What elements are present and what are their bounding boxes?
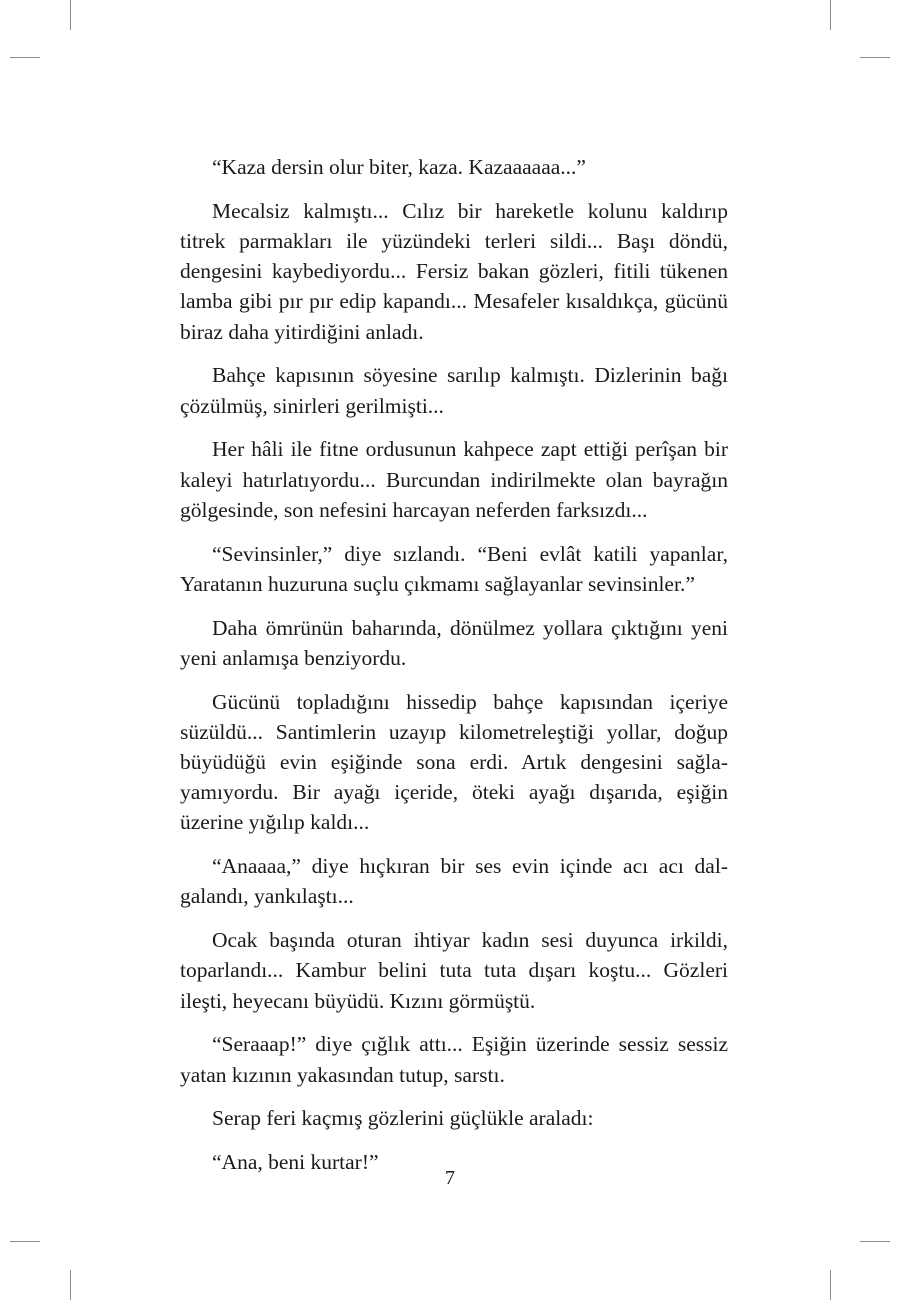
page-number: 7 — [445, 1167, 455, 1189]
crop-mark-left-top — [10, 57, 40, 58]
paragraph-10: “Seraaap!” diye çığlık attı... Eşiğin üzerinde sessiz sessiz yatan kızının yakasından tutup, sarstı. — [180, 1032, 728, 1087]
paragraph-5: “Sevinsinler,” diye sızlandı. “Beni evlât katili yapanlar, Yaratanın huzuruna suçlu çıkmamı sağlayanlar sevinsinler.” — [180, 541, 728, 596]
paragraph-2: Mecalsiz kalmıştı... Cılız bir hareketle kolunu kaldırıp titrek parmakları ile yüzündeki terleri sildi... Başı döndü, dengesini kaybediyordu... Fersiz bakan gözleri, fitili tükenen lamba gibi pır pır edip kapandı... Mesafeler kısaldıkça, gücünü biraz daha yitirdiğini anladı. — [180, 198, 728, 344]
crop-mark-right-top — [860, 57, 890, 58]
paragraph-6: Daha ömrünün baharında, dönülmez yollara çıktığını yeni yeni anlamışa benziyordu. — [180, 615, 728, 670]
paragraph-8: “Anaaaa,” diye hıçkıran bir ses evin içinde acı acı dalgalandı, yankılaştı... — [180, 854, 728, 909]
crop-mark-bottom-left — [70, 1270, 71, 1300]
paragraph-3: Bahçe kapısının söyesine sarılıp kalmıştı. Dizlerinin bağı çözülmüş, sinirleri gerilmişti... — [180, 363, 728, 418]
crop-mark-right-bottom — [860, 1241, 890, 1242]
paragraph-9: Ocak başında oturan ihtiyar kadın sesi duyunca irkildi, toparlandı... Kambur belini tuta tuta dışarı koştu... Gözleri ileşti, heyecanı büyüdü. Kızını görmüştü. — [180, 928, 728, 1013]
crop-mark-left-bottom — [10, 1241, 40, 1242]
paragraph-7: Gücünü topladığını hissedip bahçe kapısından içeriye süzüldü... Santimlerin uzayıp kilometreleştiği yollar, doğup büyüdüğü evin eşiğinde sona erdi. Artık dengesini sağlayamıyordu. Bir ayağı içeride, öteki ayağı dışarıda, eşiğin üzerine yığılıp kaldı... — [180, 689, 728, 835]
crop-mark-bottom-right — [830, 1270, 831, 1300]
paragraph-11: Serap feri kaçmış gözlerini güçlükle araladı: — [212, 1106, 594, 1131]
paragraph-12: “Ana, beni kurtar!” — [212, 1150, 379, 1175]
crop-mark-top-right — [830, 0, 831, 30]
crop-mark-top-left — [70, 0, 71, 30]
paragraph-1: “Kaza dersin olur biter, kaza. Kazaaaaaa...” — [212, 155, 586, 179]
body-text — [180, 152, 728, 1191]
paragraph-4: Her hâli ile fitne ordusunun kahpece zapt ettiği perîşan bir kaleyi hatırlatıyordu... Burcundan indirilmekte olan bayrağın gölgesinde, son nefesini harcayan neferden farksızdı... — [180, 437, 728, 522]
